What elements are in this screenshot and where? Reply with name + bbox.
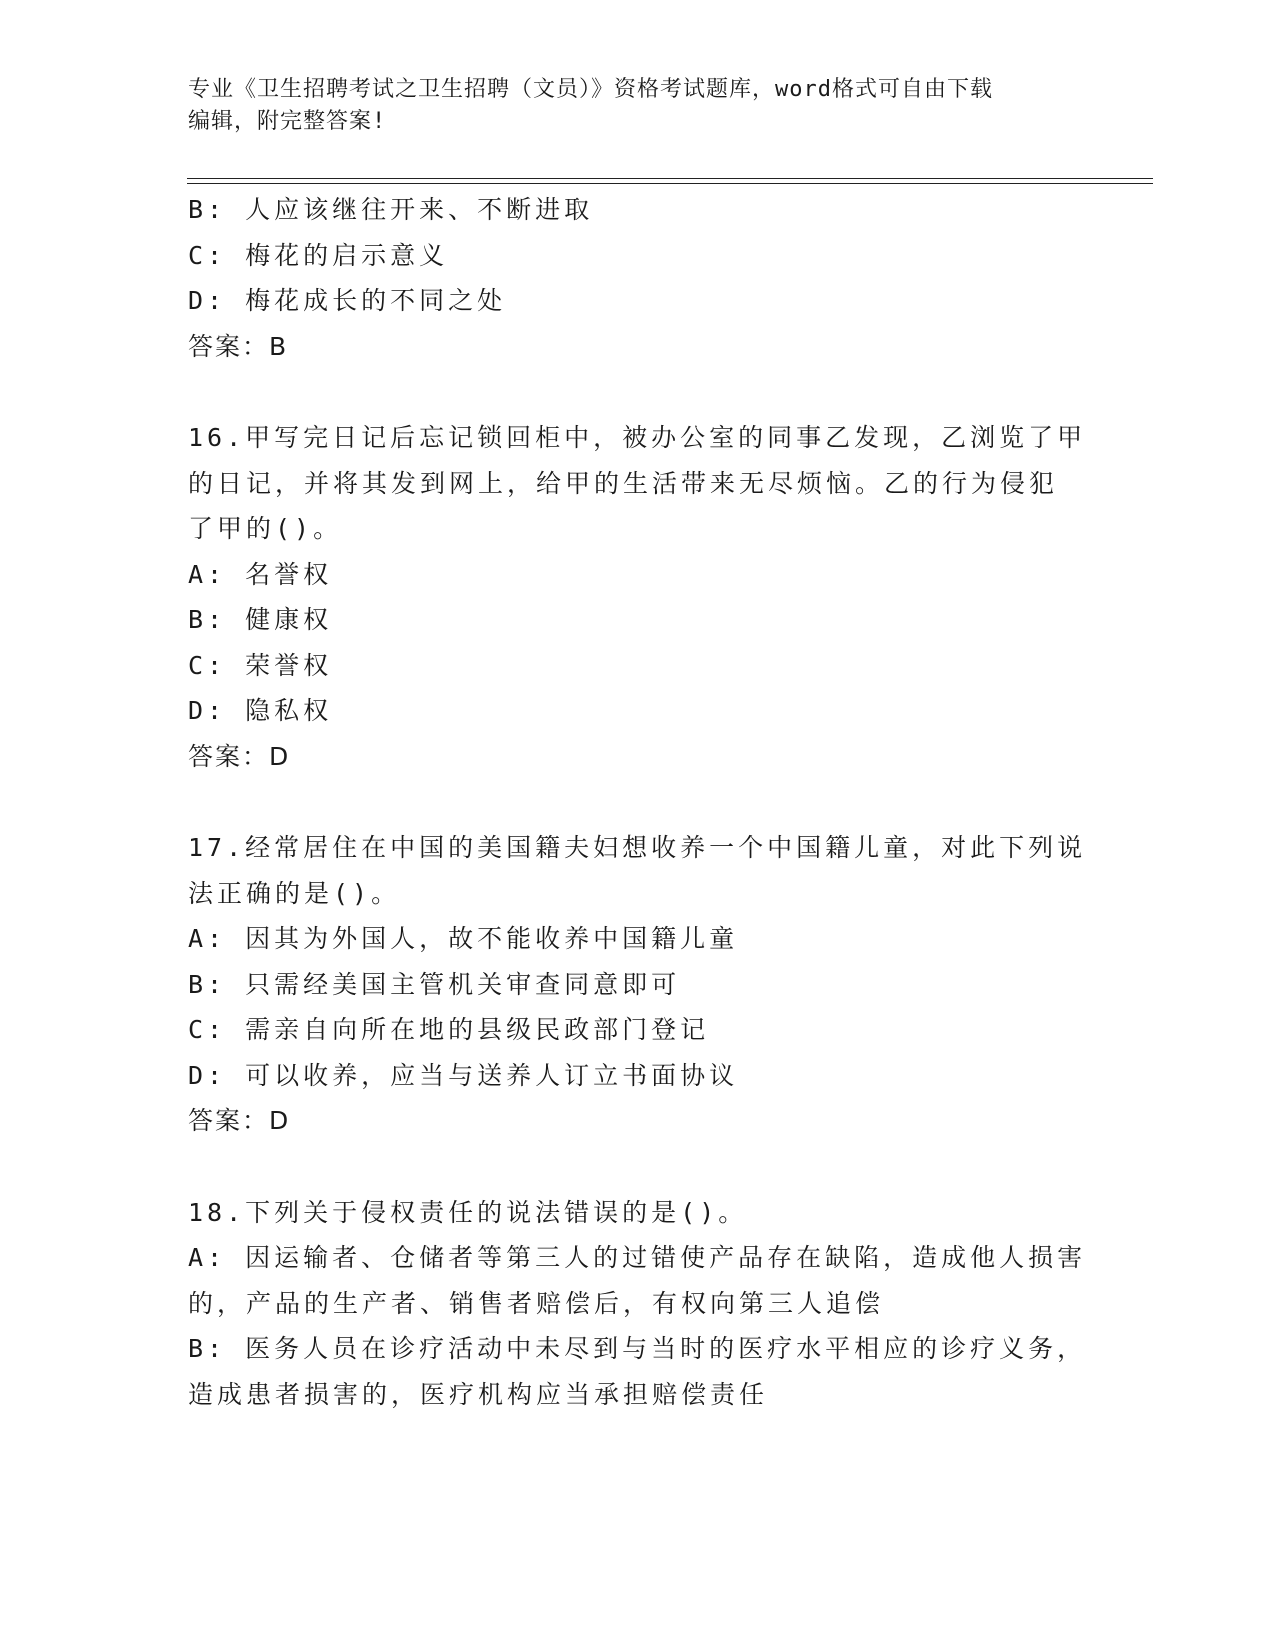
question-stem-line: 法正确的是()。: [188, 878, 401, 908]
question-15-tail: [188, 187, 1088, 369]
option-a-line: A: 因运输者、仓储者等第三人的过错使产品存在缺陷，造成他人损害: [188, 1243, 1087, 1272]
header-line-1: 专业《卫生招聘考试之卫生招聘（文员）》资格考试题库，word格式可自由下载: [188, 77, 993, 102]
answer-label: 答案：D: [188, 741, 291, 771]
header-rule-bottom: [187, 183, 1153, 184]
option-a: A: 名誉权: [188, 559, 333, 589]
question-spacer: [188, 1144, 1088, 1190]
question-spacer: [188, 779, 1088, 825]
header-rule-top: [187, 178, 1153, 179]
option-a: A: 因其为外国人，故不能收养中国籍儿童: [188, 924, 739, 953]
question-18: [188, 1190, 1088, 1418]
option-c: C: 梅花的启示意义: [188, 240, 449, 270]
question-stem-line: 16.甲写完日记后忘记锁回柜中，被办公室的同事乙发现，乙浏览了甲: [188, 423, 1087, 452]
option-b-line: 造成患者损害的，医疗机构应当承担赔偿责任: [188, 1379, 769, 1409]
question-stem-line: 17.经常居住在中国的美国籍夫妇想收养一个中国籍儿童，对此下列说: [188, 833, 1087, 862]
document-header: [188, 74, 1078, 138]
option-c: C: 需亲自向所在地的县级民政部门登记: [188, 1015, 710, 1044]
option-c: C: 荣誉权: [188, 650, 333, 680]
question-stem-line: 了甲的()。: [188, 514, 343, 543]
option-a-line: 的，产品的生产者、销售者赔偿后，有权向第三人追偿: [188, 1288, 885, 1318]
question-spacer: [188, 369, 1088, 415]
option-d: D: 隐私权: [188, 696, 333, 725]
document-body: [188, 187, 1088, 1417]
option-b: B: 只需经美国主管机关审查同意即可: [188, 969, 681, 999]
option-b: B: 人应该继往开来、不断进取: [188, 195, 594, 224]
question-16: [188, 415, 1088, 779]
question-stem-line: 18.下列关于侵权责任的说法错误的是()。: [188, 1197, 748, 1227]
option-b: B: 健康权: [188, 605, 333, 634]
question-17: [188, 825, 1088, 1144]
option-b-line: B: 医务人员在诊疗活动中未尽到与当时的医疗水平相应的诊疗义务，: [188, 1334, 1087, 1363]
header-line-2: 编辑，附完整答案!: [188, 109, 387, 134]
answer-label: 答案：B: [188, 331, 289, 361]
question-stem-line: 的日记，并将其发到网上，给甲的生活带来无尽烦恼。乙的行为侵犯: [188, 468, 1059, 498]
option-d: D: 梅花成长的不同之处: [188, 286, 507, 315]
option-d: D: 可以收养，应当与送养人订立书面协议: [188, 1060, 739, 1090]
answer-label: 答案：D: [188, 1106, 291, 1135]
